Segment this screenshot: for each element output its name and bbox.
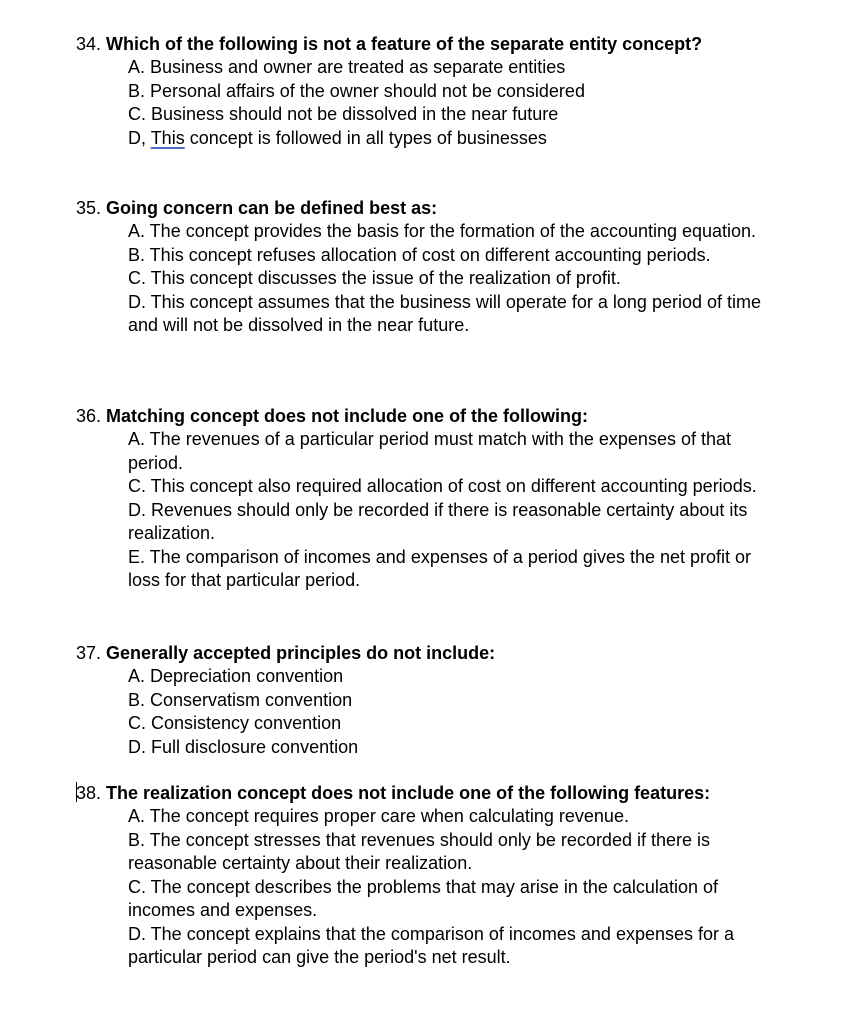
option-c: C. Consistency convention (128, 713, 342, 733)
question-38 (76, 782, 776, 970)
option-a: A. Depreciation convention (128, 666, 344, 686)
option-b: B. Conservatism convention (128, 689, 353, 710)
question-number: 37. (76, 643, 102, 663)
question-36 (76, 405, 776, 593)
question-text: Matching concept does not include one of the following: (106, 406, 589, 426)
question-text: Generally accepted principles do not include: (106, 643, 496, 663)
option-e: E. The comparison of incomes and expenses of a period gives the net profit or loss for that particular period. (128, 546, 752, 590)
question-number: 36. (76, 406, 102, 426)
option-b: B. Personal affairs of the owner should not be considered (128, 80, 585, 101)
option-d: D. The concept explains that the comparison of incomes and expenses for a particular period can give the period's net result. (128, 923, 735, 967)
options-list (76, 56, 776, 150)
option-d-rest: concept is followed in all types of businesses (184, 127, 547, 148)
question-text: Going concern can be defined best as: (106, 198, 438, 218)
spellcheck-underlined-word[interactable]: This (150, 127, 185, 148)
option-a: A. The concept requires proper care when calculating revenue. (128, 806, 629, 826)
option-b: B. The concept stresses that revenues should only be recorded if there is reasonable certainty about their realization. (128, 829, 710, 873)
options-list (76, 805, 778, 970)
question-number: 38. (76, 783, 102, 803)
options-list (76, 428, 778, 593)
option-c: C. This concept discusses the issue of the realization of profit. (128, 268, 621, 288)
question-number: 35. (76, 198, 102, 218)
question-text: The realization concept does not include one of the following features: (106, 783, 711, 803)
question-34-title (76, 33, 716, 56)
option-a: A. Business and owner are treated as separate entities (128, 57, 566, 77)
question-37 (76, 642, 776, 759)
option-b: B. This concept refuses allocation of cost on different accounting periods. (128, 244, 711, 265)
question-text: Which of the following is not a feature of the separate entity concept? (106, 34, 703, 54)
question-37-title (76, 642, 776, 665)
question-35 (76, 197, 776, 338)
option-c: C. This concept also required allocation of cost on different accounting periods. (128, 476, 757, 496)
option-d: D. Revenues should only be recorded if there is reasonable certainty about its realization. (128, 499, 748, 543)
option-c: C. Business should not be dissolved in the near future (128, 104, 559, 124)
option-d-prefix: D, (128, 127, 151, 148)
option-c: C. The concept describes the problems that may arise in the calculation of incomes and expenses. (128, 876, 718, 920)
options-list (76, 665, 776, 759)
question-35-title (76, 197, 776, 220)
question-38-title (76, 782, 716, 805)
question-number: 34. (76, 34, 102, 54)
option-a: A. The concept provides the basis for the formation of the accounting equation. (128, 221, 757, 241)
options-list (76, 220, 778, 338)
option-d: D. This concept assumes that the business will operate for a long period of time and will not be dissolved in the near future. (128, 291, 761, 335)
question-34 (76, 33, 776, 150)
option-d: D. Full disclosure convention (128, 736, 359, 757)
question-36-title (76, 405, 776, 428)
option-d (76, 127, 776, 151)
option-a: A. The revenues of a particular period must match with the expenses of that period. (128, 429, 731, 473)
